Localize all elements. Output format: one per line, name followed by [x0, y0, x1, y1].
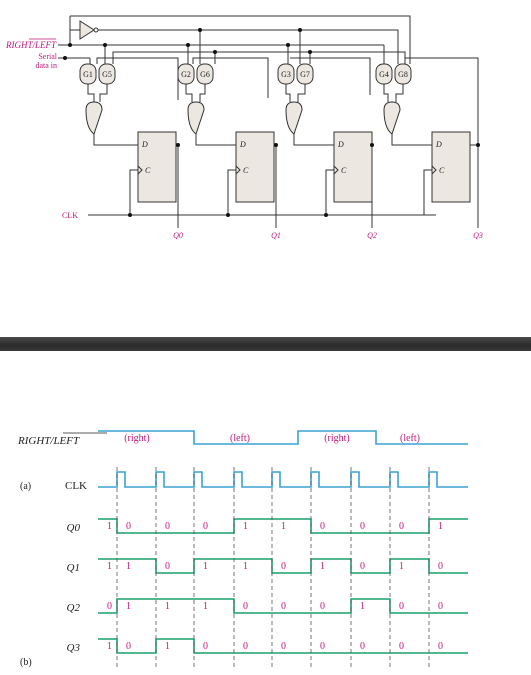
svg-text:G2: G2	[181, 70, 191, 79]
timing-label-right-left: RIGHT/LEFT	[18, 435, 80, 447]
value-label: 0	[243, 641, 248, 652]
value-label: 1	[165, 601, 170, 612]
tag-b: (b)	[20, 657, 32, 668]
value-label: 1	[360, 601, 365, 612]
value-label: 1	[203, 561, 208, 572]
value-label: 0	[438, 561, 443, 572]
waveforms	[98, 431, 468, 653]
serial-label-1: Serial	[38, 52, 57, 61]
value-label: 0	[107, 601, 112, 612]
value-label: 0	[203, 521, 208, 532]
value-label: 0	[320, 601, 325, 612]
value-label: 0	[438, 641, 443, 652]
shift-register-circuit	[0, 0, 531, 337]
svg-text:C: C	[243, 166, 249, 175]
value-label: 1	[243, 521, 248, 532]
value-label: 0	[281, 641, 286, 652]
phase-label: (right)	[324, 433, 350, 444]
clk-label: CLK	[62, 211, 78, 220]
value-label: 0	[399, 601, 404, 612]
svg-text:G3: G3	[281, 70, 291, 79]
output-label-q1: Q1	[271, 231, 281, 240]
svg-text:G7: G7	[300, 70, 310, 79]
section-separator	[0, 337, 531, 351]
value-label: 1	[126, 561, 131, 572]
value-label: 0	[438, 601, 443, 612]
value-label: 1	[281, 521, 286, 532]
svg-text:G5: G5	[102, 70, 112, 79]
svg-text:C: C	[341, 166, 347, 175]
value-label: 0	[320, 641, 325, 652]
value-label: 1	[165, 641, 170, 652]
value-label: 1	[243, 561, 248, 572]
flip-flop-2	[334, 132, 372, 202]
inverter-icon	[80, 21, 94, 39]
phase-label: (right)	[124, 433, 150, 444]
value-label: 1	[203, 601, 208, 612]
value-label: 0	[320, 521, 325, 532]
value-labels	[107, 521, 443, 652]
value-label: 1	[107, 641, 112, 652]
tag-a: (a)	[20, 481, 32, 492]
value-label: 0	[165, 561, 170, 572]
inverter-bubble	[94, 28, 98, 32]
value-label: 1	[107, 521, 112, 532]
gate-group-2	[178, 64, 213, 134]
value-label: 0	[399, 521, 404, 532]
timing-diagram	[0, 351, 531, 675]
flip-flop-1	[236, 132, 274, 202]
serial-label-2: data in	[35, 61, 57, 70]
value-label: 1	[107, 561, 112, 572]
row-label-q2: Q2	[66, 602, 80, 614]
svg-text:G4: G4	[379, 70, 389, 79]
svg-text:G1: G1	[83, 70, 93, 79]
output-label-q0: Q0	[173, 231, 183, 240]
row-label-q0: Q0	[66, 522, 80, 534]
svg-text:D: D	[240, 140, 246, 149]
row-label-q1: Q1	[66, 562, 80, 574]
value-label: 0	[126, 521, 131, 532]
value-label: 0	[281, 561, 286, 572]
svg-text:D: D	[142, 140, 148, 149]
flip-flop-0	[138, 132, 176, 202]
timing-label-clk: CLK	[65, 480, 87, 492]
value-label: 0	[203, 641, 208, 652]
svg-text:C: C	[145, 166, 151, 175]
value-label: 0	[360, 561, 365, 572]
value-label: 1	[126, 601, 131, 612]
row-labels	[67, 522, 81, 654]
value-label: 0	[243, 601, 248, 612]
output-label-q3: Q3	[473, 231, 483, 240]
control-wires	[58, 16, 478, 145]
right-left-label: RIGHT/LEFT	[6, 40, 57, 50]
clock-edge-dashes	[117, 467, 429, 667]
clk-waveform	[98, 472, 468, 487]
svg-text:C: C	[439, 166, 445, 175]
value-label: 0	[360, 641, 365, 652]
row-label-q3: Q3	[66, 642, 80, 654]
output-label-q2: Q2	[367, 231, 377, 240]
gate-group-3	[278, 64, 313, 134]
phase-label: (left)	[400, 433, 420, 444]
gate-group-4	[376, 64, 411, 134]
phase-label: (left)	[230, 433, 250, 444]
svg-text:G6: G6	[200, 70, 210, 79]
value-label: 0	[281, 601, 286, 612]
value-label: 1	[399, 561, 404, 572]
flip-flop-3	[432, 132, 470, 202]
value-label: 0	[165, 521, 170, 532]
svg-text:D: D	[338, 140, 344, 149]
value-label: 0	[360, 521, 365, 532]
gate-group-1	[80, 64, 115, 134]
value-label: 0	[399, 641, 404, 652]
svg-text:G8: G8	[398, 70, 408, 79]
value-label: 0	[126, 641, 131, 652]
value-label: 1	[438, 521, 443, 532]
value-label: 1	[320, 561, 325, 572]
svg-text:D: D	[436, 140, 442, 149]
